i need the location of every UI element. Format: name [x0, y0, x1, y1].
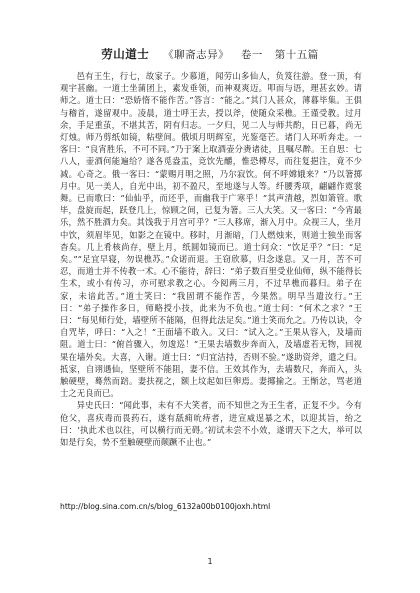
volume-label: 卷一 [240, 49, 263, 61]
chapter-label: 第十五篇 [274, 49, 319, 61]
story-body [60, 70, 362, 448]
story-paragraph: 邑有王生，行七，故家子。少慕道，闻劳山多仙人，负笈往游。登一顶，有观宇甚幽。一道士坐蒲团上，素发垂领，而神观爽迈。叩而与语，理甚玄妙。请师之。道士曰：“恐娇惰不能作苦。”答言：“能之。”其门人甚众，薄暮毕集。王俱与稽首，遂留观中。凌晨，道士呼王去，授以斧，使随众采樵。王谨受教。过月余，手足重茧，不堪其苦，阴有归志。一夕归，见二人与师共酌，日已暮，尚无灯烛。师乃剪纸如镜，粘壁间。俄顷月明辉室，光鉴毫芒。诸门人环听奔走。一客曰：“良宵胜乐，不可不同。”乃于案上取酒壶分赉诸徒，且嘱尽醉。王自思：七八人，壶酒何能遍给？遂各觅盎盂，竞饮先釂，惟恐樽尽，而往复挹注，竟不少减。心奇之。俄一客曰：“蒙赐月明之照，乃尔寂饮。何不呼嫦娥来？”乃以箸掷月中。见一美人，自光中出，初不盈尺，至地遂与人等。纤腰秀项，翩翩作霓裳舞。已而歌曰：“仙仙乎，而还乎，而幽我于广寒乎！”其声清越，烈如箫管。歌毕，盘旋而起，跃登几上，惊顾之间，已复为箸。三人大笑。又一客曰：“今宵最乐，然不胜酒力矣。其饯我于月宫可乎？”三人移席，渐入月中。众视三人，坐月中饮，须眉毕见，如影之在镜中。移时，月渐暗，门人燃烛来，则道士独坐而客杳矣。几上肴核尚存，壁上月，纸圆如镜而已。道士问众：“饮足乎？”曰：“足矣。”“足宜早寝，勿误樵苏。”众诺而退。王窃欣慕，归念遂息。又一月，苦不可忍，而道士并不传教一术。心不能待，辞曰：“弟子数百里受业仙师，纵不能得长生术，或小有传习，亦可慰求教之心。今阅两三月，不过早樵而暮归。弟子在家，未谙此苦。”道士笑曰：“我固谓不能作苦，今果然。明早当遣汝行。”王曰：“弟子操作多日，师略授小技，此来为不负也。”道士问：“何术之求？”王曰：“每见师行处，墙壁所不能隔，但得此法足矣。”道士笑而允之。乃传以诀，令自咒毕，呼曰：“入之！”王面墙不敢入。又曰：“试入之。”王果从容入，及墙而阻。道士曰：“俯首骤入，勿逡巡！”王果去墙数步奔而入，及墙虚若无物，回视果在墙外矣。大喜，入谢。道士曰：“归宜洁持，否则不验。”遂助资斧，遣之归。抵家，自诩遇仙，坚壁所不能阻，妻不信。王效其作为，去墙数尺，奔而入，头触硬壁，蓦然而踣。妻扶视之，额上坟起如巨卵焉。妻揶揄之。王惭忿，骂老道士之无良而已。 [60, 71, 362, 399]
page-number: 1 [207, 557, 213, 566]
source-url[interactable]: http://blog.sina.com.cn/s/blog_6132a00b0100joxh.html [60, 502, 271, 511]
page-title: 劳山道士 [101, 47, 150, 61]
source-book: 《聊斋志异》 [163, 49, 230, 61]
document-header [0, 46, 420, 62]
commentary-paragraph: 异史氏曰：“闻此事，未有不大笑者，而不知世之为王生者，正复不少。今有伧父，喜疢毒而畏药石，遂有舐痈吮痔者，进宣威逞暴之术，以迎其旨，绐之曰：‘执此术也以往，可以横行而无碍。’初试未尝不小效，遂谓天下之大，举可以如是行矣，势不至触硬壁而颠蹶不止也。” [60, 400, 362, 448]
